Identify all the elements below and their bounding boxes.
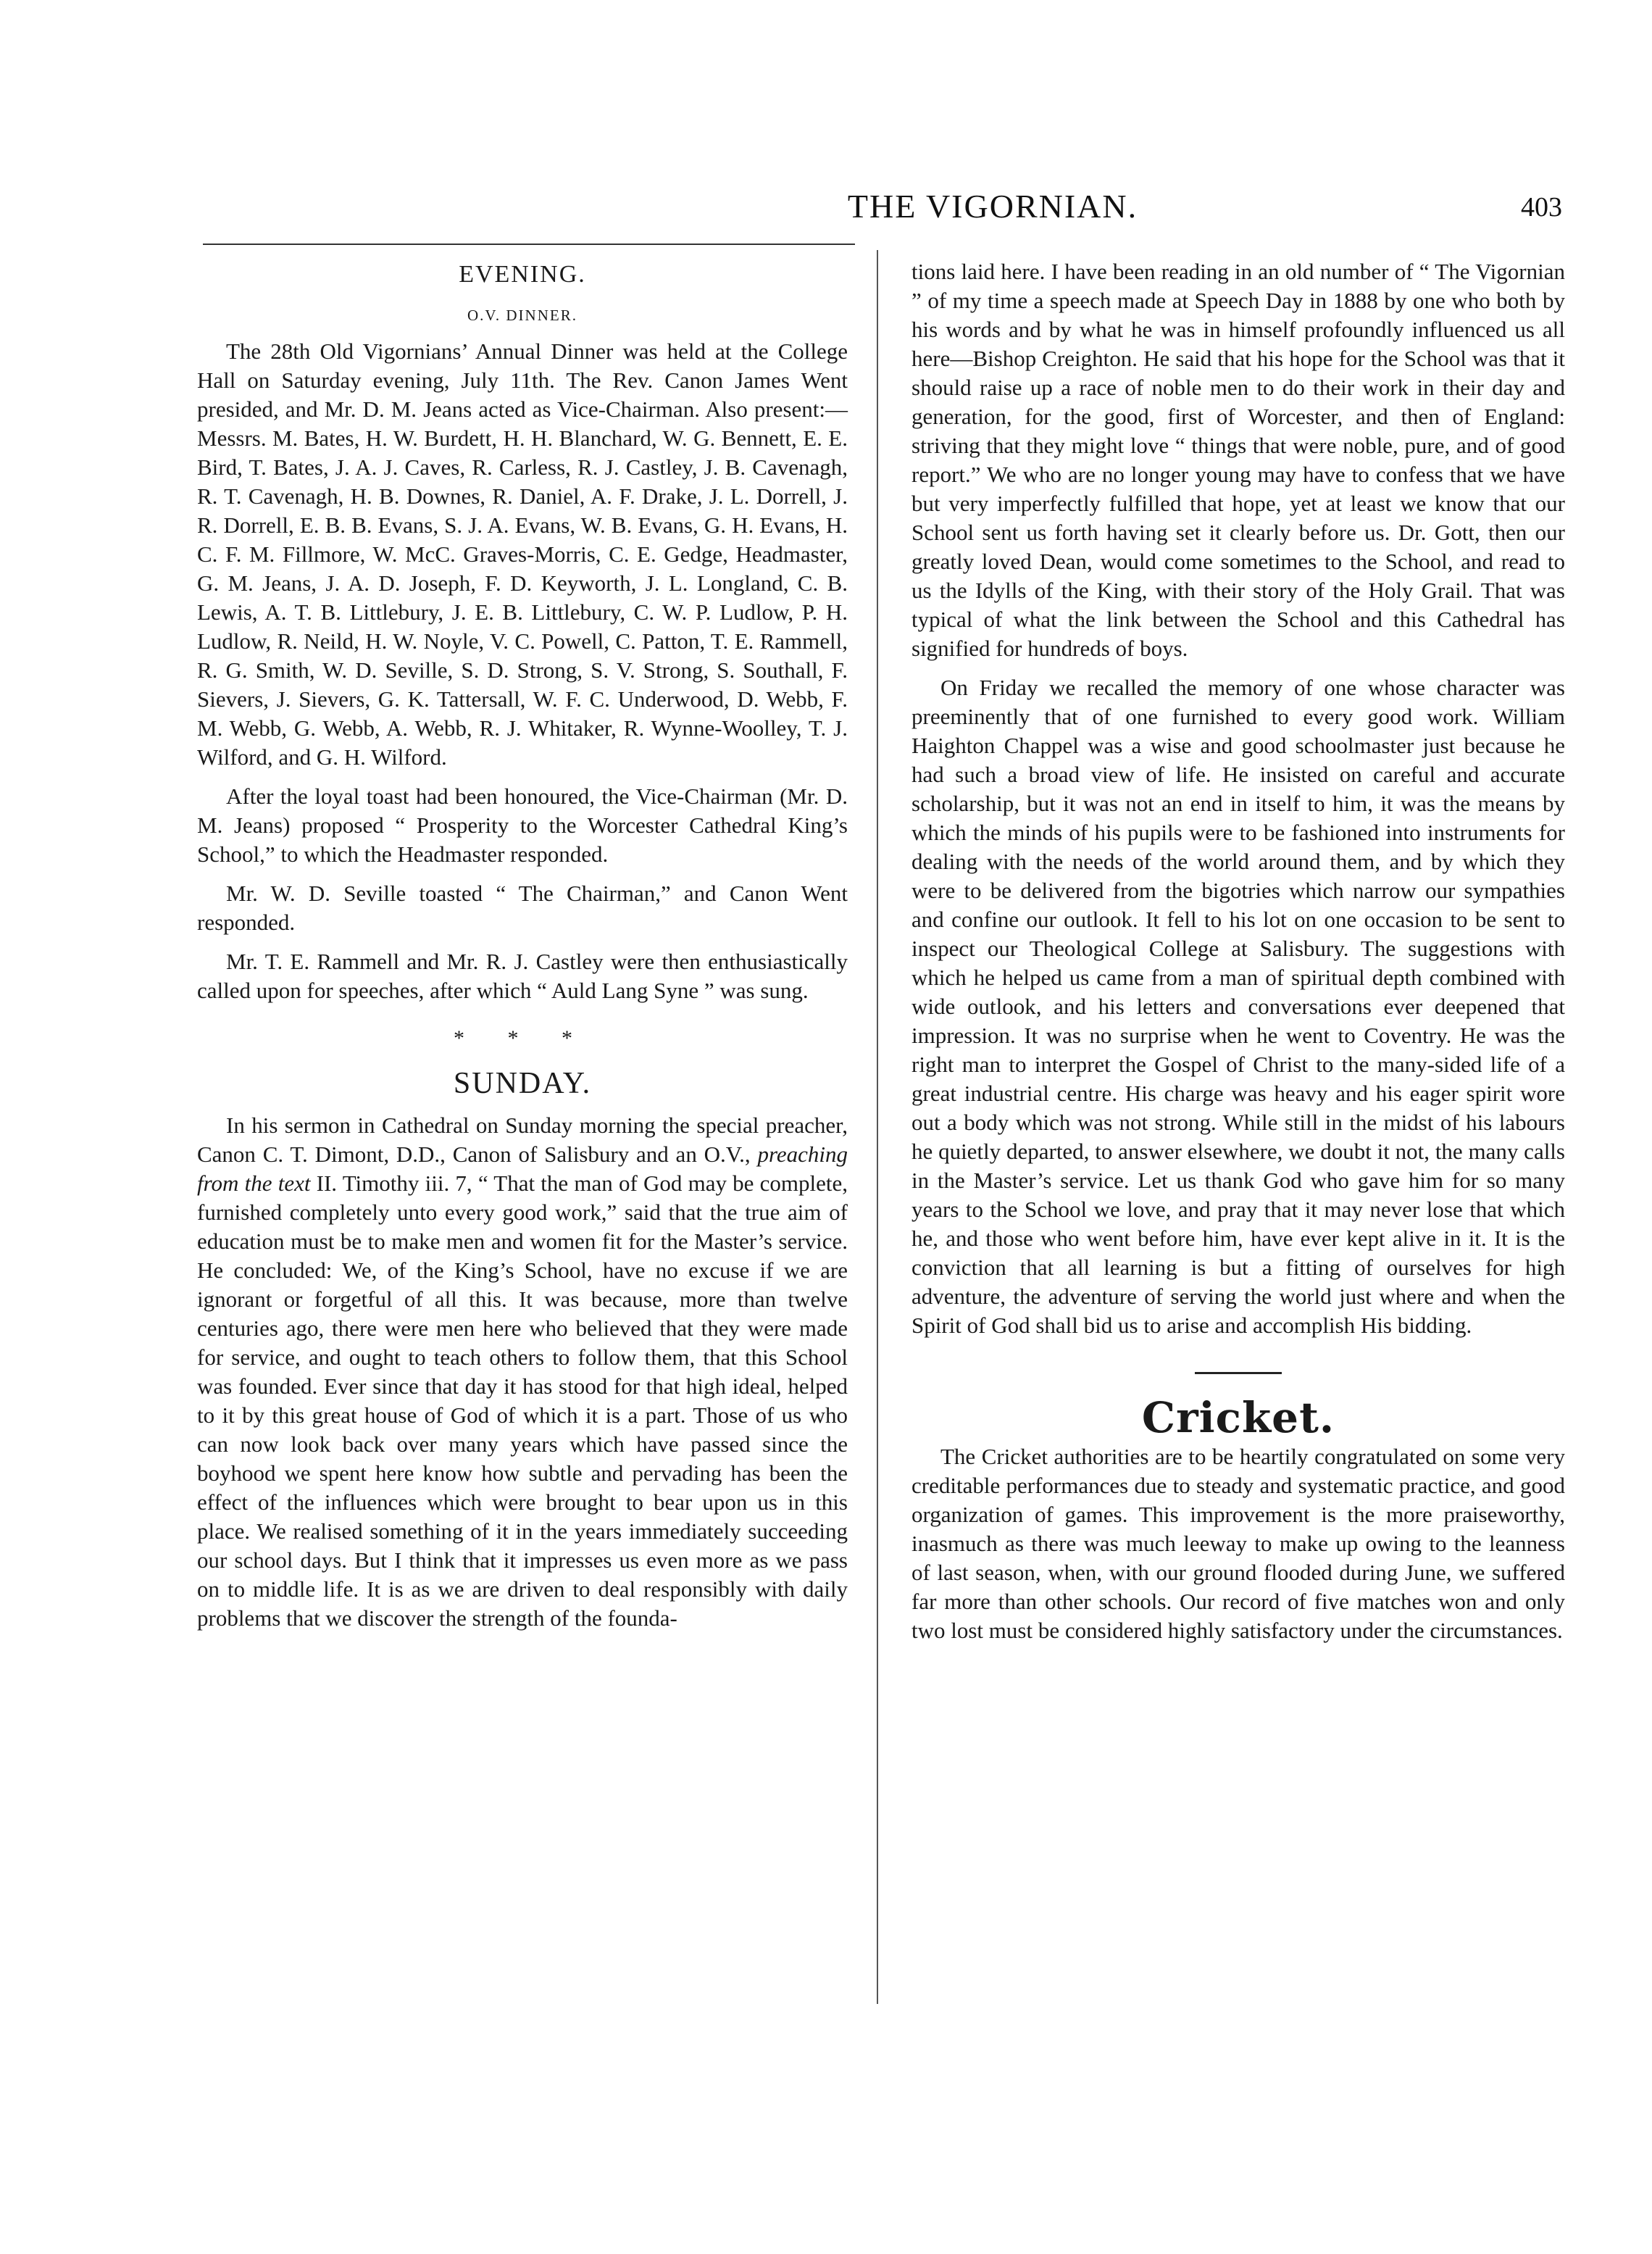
ov-dinner-subheading: O.V. DINNER. xyxy=(467,307,577,324)
header-rule xyxy=(203,244,855,245)
running-title: THE VIGORNIAN. xyxy=(847,188,1138,225)
sermon-continued-paragraph: tions laid here. I have been reading in an old number of “ The Vigornian ” of my time a speech made at Speech Day in 1888 by one who both by his words and by what he was in himself profoundly influenced us all here—Bishop Creighton. He said that his hope for the School was that it should raise up a race of noble men to do their work in their day and generation, for the good, first of Worcester, and then of England: striving that they might love “ things that were noble, pure, and of good report.” We who are no longer young may have to confess that we have but very imperfectly fulfilled that hope, yet at least we know that our School sent us forth having set it clearly before us. Dr. Gott, then our greatly loved Dean, would come sometimes to the School, and read to us the Idylls of the King, with their story of the Holy Grail. That was typical of what the link between the School and this Cathedral has signified for hundreds of boys. xyxy=(911,259,1565,661)
cricket-paragraph: The Cricket authorities are to be heartily congratulated on some very creditable performances due to steady and systematic practice, and good organization of games. This improvement is the more praiseworthy, inasmuch as there was much leeway to make up owing to the leanness of last season, when, with our ground flooded during June, we suffered far more than other schools. Our record of five matches won and only two lost must be considered highly satisfactory under the circumstances. xyxy=(911,1444,1565,1643)
evening-heading: EVENING. xyxy=(459,261,586,288)
chairman-toast-paragraph: Mr. W. D. Seville toasted “ The Chairman,” and Canon Went responded. xyxy=(197,881,848,935)
speeches-paragraph: Mr. T. E. Rammell and Mr. R. J. Castley were then enthusiastically called upon for speeches, after which “ Auld Lang Syne ” was sung. xyxy=(197,949,848,1003)
sunday-heading: SUNDAY. xyxy=(453,1067,592,1100)
page-header xyxy=(203,187,1594,230)
right-column xyxy=(911,257,1565,1655)
sermon-paragraph xyxy=(197,1111,848,1633)
cricket-heading: Cricket. xyxy=(1141,1393,1335,1442)
sermon-rest-text: II. Timothy iii. 7, “ That the man of God may be complete, furnished completely unto every good work,” said that the true aim of education must be to make men and women fit for the Master’s service. He concluded: We, of the King’s School, have no excuse if we are ignorant or forgetful of all this. It was because, more than twelve centuries ago, there were men here who believed that they were made for service, and ought to teach others to follow them, that this School was founded. Ever since that day it has stood for that high ideal, helped to it by this great house of God of which it is a part. Those of us who can now look back over many years which have passed since the boyhood we spent here know how subtle and pervading has been the effect of the influences which were brought to bear upon us in this place. We realised something of it in the years immediately succeeding our school days. But I think that it impresses us even more as we pass on to middle life. It is as we are driven to deal responsibly with daily problems that we discover the strength of the founda- xyxy=(197,1170,848,1631)
left-column xyxy=(197,257,848,1643)
dinner-attendees-paragraph: The 28th Old Vigornians’ Annual Dinner was held at the College Hall on Saturday evening, July 11th. The Rev. Canon James Went presided, and Mr. D. M. Jeans acted as Vice-Chairman. Also present:—Messrs. M. Bates, H. W. Burdett, H. H. Blanchard, W. G. Bennett, E. E. Bird, T. Bates, J. A. J. Caves, R. Carless, R. J. Castley, J. B. Cavenagh, R. T. Cavenagh, H. B. Downes, R. Daniel, A. F. Drake, J. L. Dorrell, J. R. Dorrell, E. B. B. Evans, S. J. A. Evans, W. B. Evans, G. H. Evans, H. C. F. M. Fillmore, W. McC. Graves-Morris, C. E. Gedge, Headmaster, G. M. Jeans, J. A. D. Joseph, F. D. Keyworth, J. L. Longland, C. B. Lewis, A. T. B. Littlebury, J. E. B. Littlebury, C. W. P. Ludlow, P. H. Ludlow, R. Neild, H. W. Noyle, V. C. Powell, C. Patton, T. E. Rammell, R. G. Smith, W. D. Seville, S. D. Strong, S. V. Strong, S. Southall, F. Sievers, J. Sievers, G. K. Tattersall, W. F. C. Underwood, D. Webb, F. M. Webb, G. Webb, A. Webb, R. J. Whitaker, R. Wynne-Woolley, T. J. Wilford, and G. H. Wilford. xyxy=(197,338,848,770)
short-divider-rule xyxy=(1195,1372,1282,1374)
page-number: 403 xyxy=(1521,192,1562,223)
sermon-emphasis-text: preaching from the text xyxy=(197,1141,848,1196)
loyal-toast-paragraph: After the loyal toast had been honoured, the Vice-Chairman (Mr. D. M. Jeans) proposed “ Prosperity to the Worcester Cathedral King’s School,” to which the Headmaster responded. xyxy=(197,783,848,867)
column-divider xyxy=(877,250,878,2004)
chappel-memorial-paragraph: On Friday we recalled the memory of one whose character was preeminently that of one furnished to every good work. William Haighton Chappel was a wise and good schoolmaster just because he had such a broad view of life. He insisted on careful and accurate scholarship, but it was not an end in itself to him, it was the means by which the minds of his pupils were to be fashioned into instruments for dealing with the needs of the world around them, and by which they were to be delivered from the bigotries which narrow our sympathies and confine our outlook. It fell to his lot on one occasion to be sent to inspect our Theological College at Salisbury. The suggestions with which he helped us came from a man of spiritual depth combined with wide outlook, and his letters and conversations ever deepened that impression. It was no surprise when he went to Coventry. He was the right man to interpret the Gospel of Christ to the many-sided life of a great industrial centre. His charge was heavy and his eager spirit wore out a body which was not strong. While still in the midst of his labours he quietly departed, to answer elsewhere, we doubt it not, the many calls in the Master’s service. Let us thank God who gave him for so many years to the School we love, and pray that it may never lose that which he, and those who went before him, have ever kept alive in it. It is the conviction that all learning is but a fitting of ourselves for high adventure, the adventure of serving the world just where and when the Spirit of God shall bid us to arise and accomplish His bidding. xyxy=(911,675,1565,1338)
sermon-lead-text: In his sermon in Cathedral on Sunday morning the special preacher, Canon C. T. Dimont, D.D., Canon of Salisbury and an O.V., xyxy=(197,1113,848,1167)
section-separator-stars: * * * xyxy=(454,1026,591,1050)
